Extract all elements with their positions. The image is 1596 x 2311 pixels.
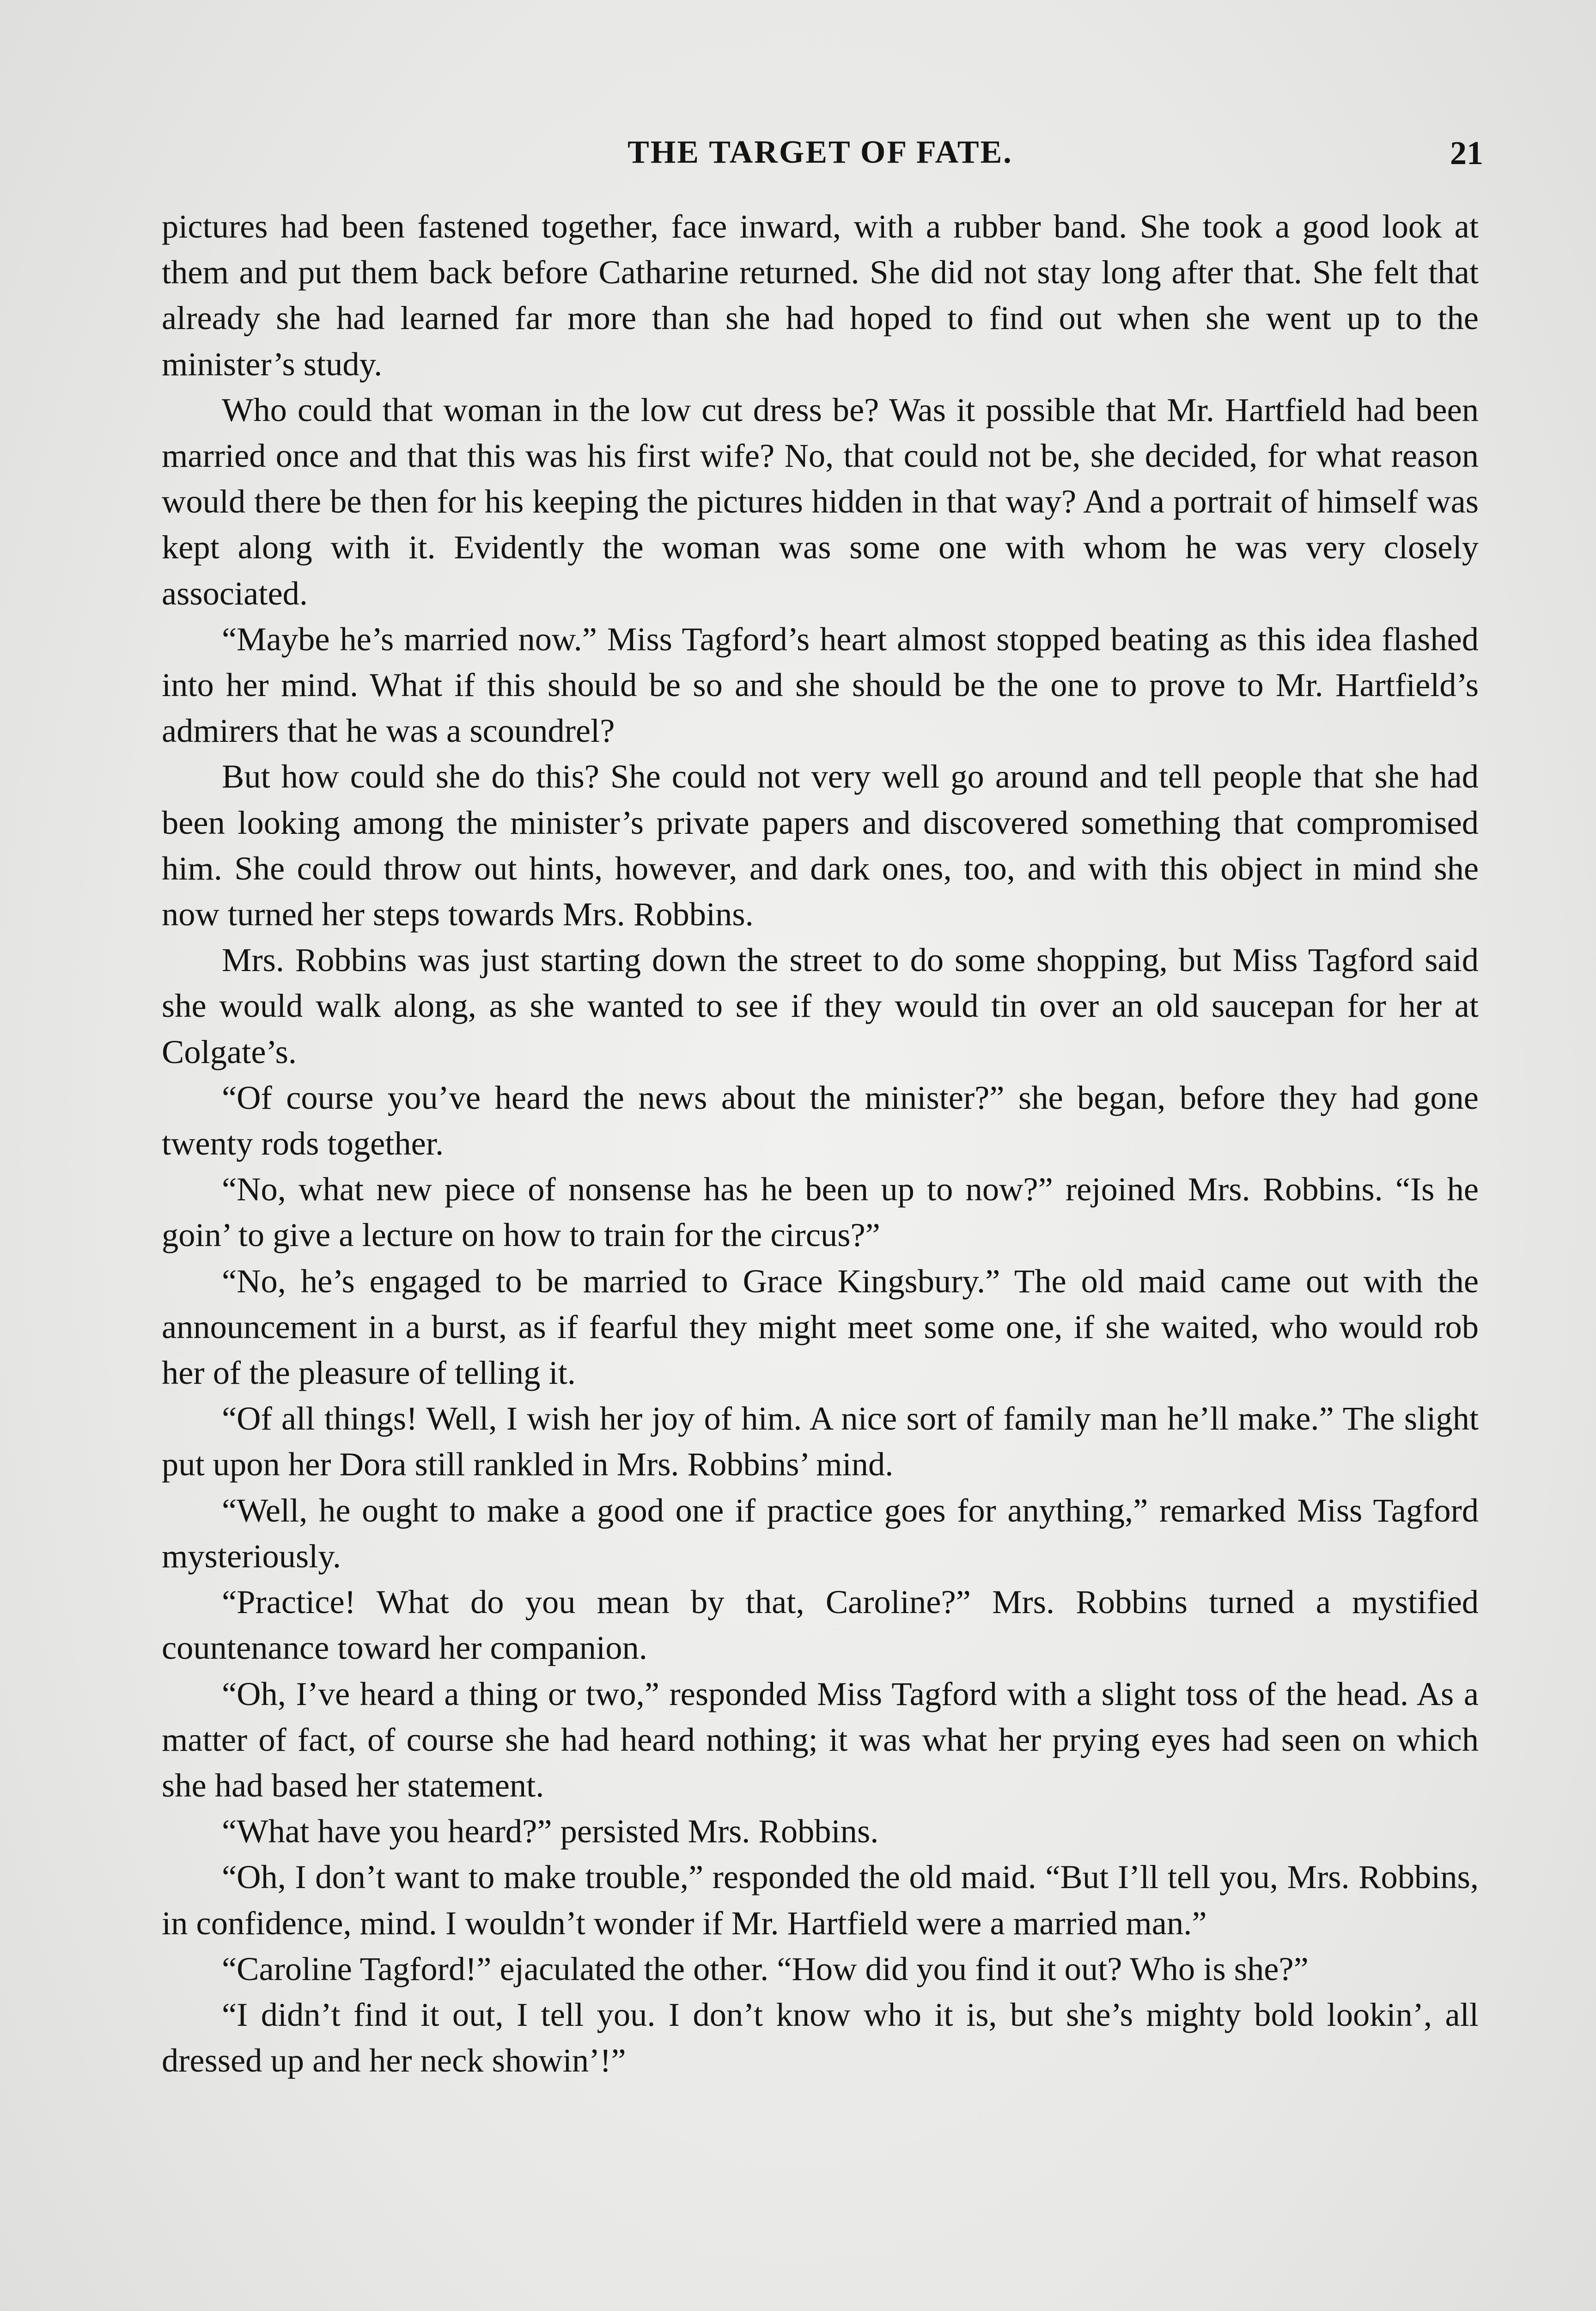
running-header — [162, 134, 1483, 176]
paragraph-7: “No, what new piece of nonsense has he been up to now?” rejoined Mrs. Robbins. “Is he goin’ to give a lecture on how to train for the circus?” — [162, 1170, 1479, 1254]
paragraph-8: “No, he’s engaged to be married to Grace Kingsbury.” The old maid came out with the announcement in a burst, as if fearful they might meet some one, if she waited, who would rob her of the pleasure of telling it. — [162, 1262, 1479, 1392]
page-number: 21 — [1450, 135, 1483, 171]
paragraph-5: Mrs. Robbins was just starting down the street to do some shopping, but Miss Tagford said she would walk along, as she wanted to see if they would tin over an old saucepan for her at Colgate’s. — [162, 941, 1479, 1070]
paragraph-9: “Of all things! Well, I wish her joy of him. A nice sort of family man he’ll make.” The slight put upon her Dora still rankled in Mrs. Robbins’ mind. — [162, 1400, 1479, 1483]
paragraph-1: pictures had been fastened together, face inward, with a rubber band. She took a good look at them and put them back before Catharine returned. She did not stay long after that. She felt that already she had learned far more than she had hoped to find out when she went up to the minister’s study. — [162, 208, 1479, 383]
paragraph-3: “Maybe he’s married now.” Miss Tagford’s heart almost stopped beating as this idea flashed into her mind. What if this should be so and she should be the one to prove to Mr. Hartfield’s admirers that he was a scoundrel? — [162, 620, 1479, 750]
paragraph-6: “Of course you’ve heard the news about the minister?” she began, before they had gone twenty rods together. — [162, 1078, 1479, 1162]
paragraph-2: Who could that woman in the low cut dress be? Was it possible that Mr. Hartfield had been married once and that this was his first wife? No, that could not be, she decided, for what reason would there be then for his keeping the pictures hidden in that way? And a portrait of himself was kept along with it. Evidently the woman was some one with whom he was very closely associated. — [162, 391, 1479, 612]
paragraph-14: “Oh, I don’t want to make trouble,” responded the old maid. “But I’ll tell you, Mrs. Robbins, in confidence, mind. I wouldn’t wonder if Mr. Hartfield were a married man.” — [162, 1858, 1479, 1942]
running-title: THE TARGET OF FATE. — [627, 135, 1013, 170]
paragraph-16: “I didn’t find it out, I tell you. I don’t know who it is, but she’s mighty bold lookin’, all dressed up and her neck showin’!” — [162, 1995, 1479, 2079]
paragraph-13: “What have you heard?” persisted Mrs. Robbins. — [222, 1812, 879, 1850]
paragraph-11: “Practice! What do you mean by that, Caroline?” Mrs. Robbins turned a mystified countenance toward her companion. — [162, 1583, 1479, 1667]
paragraph-4: But how could she do this? She could not very well go around and tell people that she had been looking among the minister’s private papers and discovered something that compromised him. She could throw out hints, however, and dark ones, too, and with this object in mind she now turned her steps towards Mrs. Robbins. — [162, 758, 1479, 933]
paragraph-12: “Oh, I’ve heard a thing or two,” responded Miss Tagford with a slight toss of the head. As a matter of fact, of course she had heard nothing; it was what her prying eyes had seen on which she had based her statement. — [162, 1675, 1479, 1804]
body-text — [162, 203, 1479, 2083]
paragraph-10: “Well, he ought to make a good one if practice goes for anything,” remarked Miss Tagford mysteriously. — [162, 1491, 1479, 1575]
paragraph-15: “Caroline Tagford!” ejaculated the other. “How did you find it out? Who is she?” — [222, 1950, 1309, 1987]
